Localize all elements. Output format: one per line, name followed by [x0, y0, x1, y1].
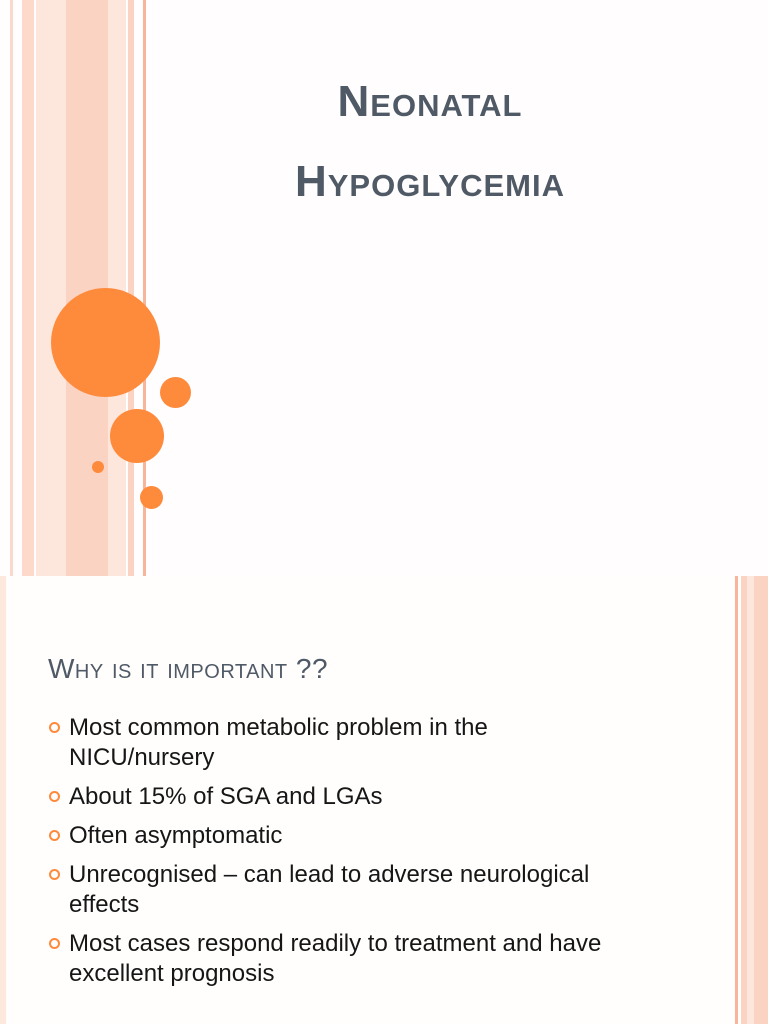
decorative-stripe: [36, 0, 66, 576]
decorative-circle-large: [51, 288, 160, 397]
bullet-text: excellent prognosis: [69, 960, 275, 987]
title-line: Hypoglycemia: [294, 157, 565, 206]
decorative-stripe: [10, 0, 13, 576]
bullet-list: [44, 713, 684, 998]
bullet-text: effects: [69, 891, 140, 918]
decorative-circle: [140, 486, 163, 509]
decorative-circle: [92, 461, 104, 473]
decorative-circle: [160, 377, 191, 408]
bullet-circle-icon: [49, 791, 60, 802]
decorative-circle: [110, 409, 164, 463]
bullet-circle-icon: [49, 722, 60, 733]
bullet-text: About 15% of SGA and LGAs: [69, 783, 383, 810]
decorative-stripe: [22, 0, 34, 576]
bullet-text: Most common metabolic problem in the: [69, 714, 488, 741]
bullet-item: [44, 782, 684, 812]
decorative-stripe: [0, 576, 6, 1024]
content-slide: [0, 576, 768, 1024]
bullet-circle-icon: [49, 830, 60, 841]
bullet-item: [44, 821, 684, 851]
bullet-item: [44, 929, 684, 989]
slide-heading: Why is it important ??: [48, 653, 329, 684]
bullet-circle-icon: [49, 938, 60, 949]
bullet-circle-icon: [49, 869, 60, 880]
decorative-stripe: [754, 576, 768, 1024]
bullet-item: [44, 860, 684, 920]
decorative-stripe: [735, 576, 738, 1024]
bullet-text: Most cases respond readily to treatment and have: [69, 930, 602, 957]
bullet-text: Often asymptomatic: [69, 822, 283, 849]
bullet-item: [44, 713, 684, 773]
slide-title: [190, 62, 670, 222]
title-line: Neonatal: [337, 77, 523, 126]
bullet-text: NICU/nursery: [69, 744, 215, 771]
bullet-text: Unrecognised – can lead to adverse neurological: [69, 861, 590, 888]
decorative-stripe: [128, 0, 134, 576]
